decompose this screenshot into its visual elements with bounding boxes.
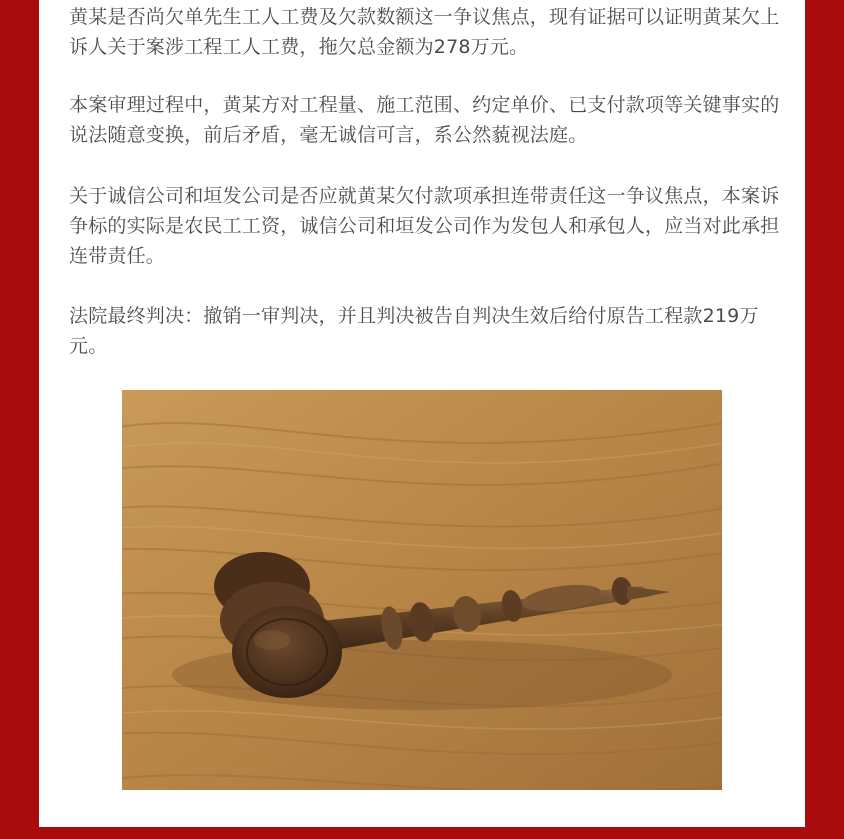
gavel-photo — [122, 390, 722, 790]
paragraph-inconsistent-statements: 本案审理过程中，黄某方对工程量、施工范围、约定单价、已支付款项等关键事实的说法随意变换，前后矛盾，毫无诚信可言，系公然藐视法庭。 — [69, 94, 780, 146]
article-panel — [39, 0, 805, 827]
paragraph-joint-liability: 关于诚信公司和垣发公司是否应就黄某欠付款项承担连带责任这一争议焦点，本案诉争标的实际是农民工工资，诚信公司和垣发公司作为发包人和承包人，应当对此承担连带责任。 — [69, 185, 780, 267]
paragraph-final-judgment: 法院最终判决：撤销一审判决，并且判决被告自判决生效后给付原告工程款219万元。 — [69, 305, 759, 357]
gavel-illustration — [122, 390, 722, 790]
paragraph-debt-amount: 黄某是否尚欠单先生工人工费及欠款数额这一争议焦点，现有证据可以证明黄某欠上诉人关于案涉工程工人工费，拖欠总金额为278万元。 — [69, 6, 780, 58]
